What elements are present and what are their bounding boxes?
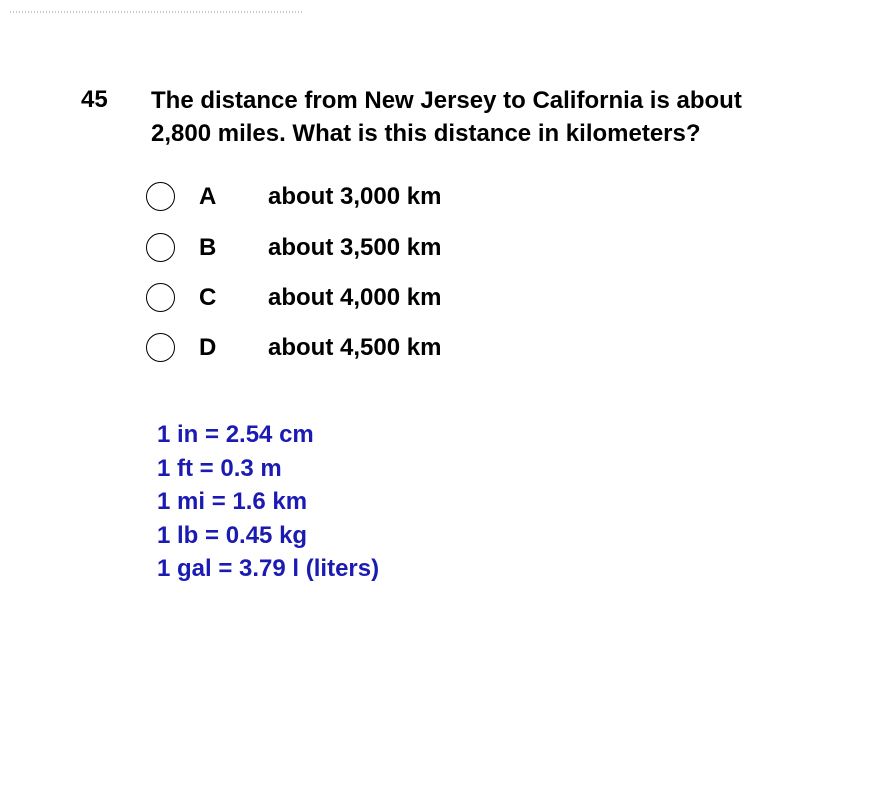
option-text: about 3,000 km	[268, 183, 442, 210]
question-text-line-1: The distance from New Jersey to California is about	[151, 87, 742, 114]
question-text	[151, 84, 851, 150]
option-text: about 4,500 km	[268, 334, 442, 361]
option-letter: B	[199, 234, 217, 261]
conversion-reference-list	[157, 418, 379, 586]
question-number: 45	[81, 86, 108, 113]
conversion-line: 1 ft = 0.3 m	[157, 454, 282, 482]
option-letter: D	[199, 334, 217, 361]
answer-option-c[interactable]	[146, 283, 546, 317]
top-dotted-divider	[10, 11, 302, 13]
answer-option-b[interactable]	[146, 233, 546, 267]
radio-circle-icon[interactable]	[146, 283, 175, 312]
option-text: about 3,500 km	[268, 234, 442, 261]
radio-circle-icon[interactable]	[146, 182, 175, 211]
conversion-line: 1 in = 2.54 cm	[157, 421, 314, 448]
option-text: about 4,000 km	[268, 284, 442, 311]
conversion-line: 1 gal = 3.79 l (liters)	[157, 555, 380, 582]
radio-circle-icon[interactable]	[146, 233, 175, 262]
option-letter: C	[199, 284, 217, 311]
option-letter: A	[199, 183, 217, 210]
answer-option-a[interactable]	[146, 182, 546, 216]
question-text-line-2: 2,800 miles. What is this distance in kilometers?	[151, 120, 701, 147]
conversion-line: 1 lb = 0.45 kg	[157, 521, 308, 549]
radio-circle-icon[interactable]	[146, 333, 175, 362]
answer-option-d[interactable]	[146, 333, 546, 367]
conversion-line: 1 mi = 1.6 km	[157, 488, 308, 515]
